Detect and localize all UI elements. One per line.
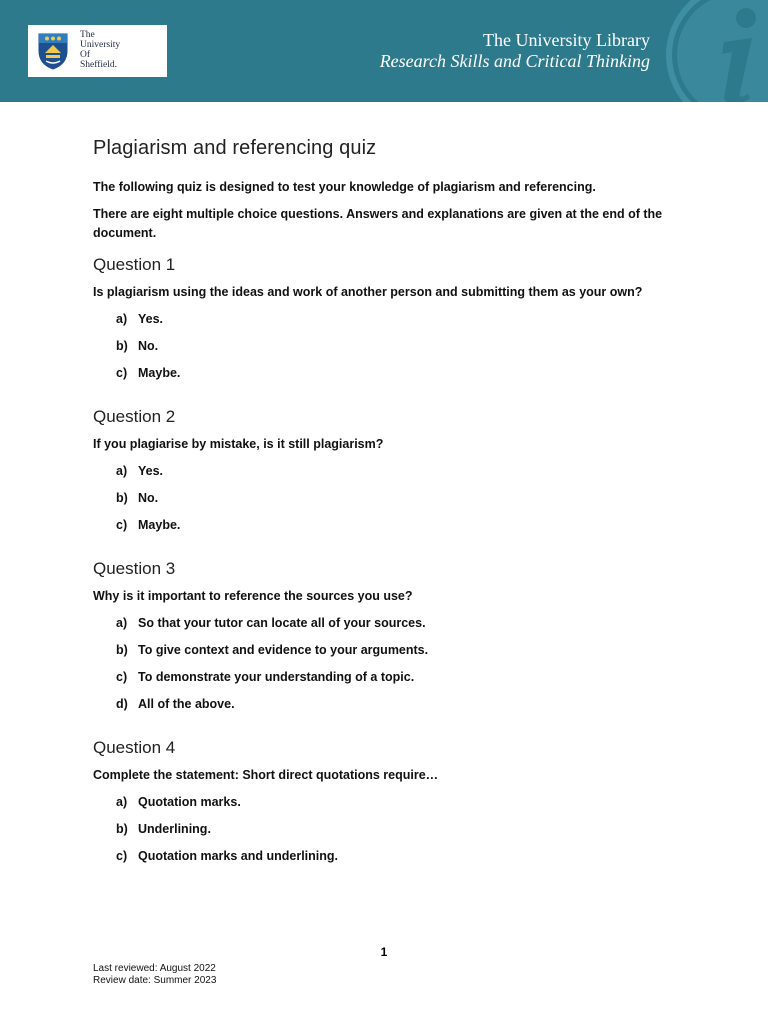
option-letter: b) — [116, 491, 128, 505]
info-icon — [664, 0, 768, 102]
logo-line: University — [80, 40, 121, 50]
header-title: The University Library — [483, 30, 650, 50]
option-letter: b) — [116, 339, 128, 353]
question-text: Is plagiarism using the ideas and work of another person and submitting them as your own? — [93, 285, 643, 299]
crest-icon — [36, 31, 70, 71]
answer-option — [93, 614, 683, 641]
option-letter: a) — [116, 616, 128, 630]
answer-option — [93, 793, 683, 820]
question-heading: Question 4 — [93, 738, 176, 757]
page-header — [0, 0, 768, 102]
answer-option — [93, 641, 683, 668]
last-reviewed-text: Last reviewed: August 2022 — [93, 963, 216, 974]
option-letter: c) — [116, 518, 128, 532]
option-letter: c) — [116, 670, 128, 684]
option-text: Underlining. — [138, 822, 211, 836]
logo-wordmark — [80, 30, 120, 70]
logo-line: Of — [80, 50, 91, 60]
option-text: To give context and evidence to your arguments. — [138, 643, 429, 657]
answer-option — [93, 489, 683, 516]
university-logo — [28, 25, 167, 77]
option-letter: c) — [116, 366, 128, 380]
answer-option — [93, 695, 683, 722]
header-subtitle: Research Skills and Critical Thinking — [379, 51, 650, 71]
answer-option — [93, 820, 683, 847]
option-letter: b) — [116, 643, 128, 657]
option-text: No. — [138, 339, 159, 353]
page-footer — [93, 963, 216, 987]
logo-line: Sheffield. — [80, 60, 118, 70]
answer-option — [93, 364, 683, 391]
answer-options — [93, 462, 683, 543]
option-letter: a) — [116, 795, 128, 809]
question-heading: Question 1 — [93, 255, 176, 274]
option-text: Maybe. — [138, 366, 181, 380]
option-text: Yes. — [138, 464, 164, 478]
option-letter: c) — [116, 849, 128, 863]
option-letter: b) — [116, 822, 128, 836]
answer-options — [93, 310, 683, 391]
question-heading: Question 2 — [93, 407, 176, 426]
option-text: All of the above. — [138, 697, 235, 711]
page-number: 1 — [380, 945, 388, 959]
option-text: Quotation marks. — [138, 795, 241, 809]
answer-options — [93, 793, 683, 874]
logo-line: The — [80, 30, 95, 40]
option-text: No. — [138, 491, 159, 505]
option-letter: a) — [116, 312, 128, 326]
option-letter: d) — [116, 697, 128, 711]
document-body — [93, 134, 683, 874]
review-date-text: Review date: Summer 2023 — [93, 975, 217, 986]
answer-option — [93, 516, 683, 543]
page-title: Plagiarism and referencing quiz — [93, 137, 377, 159]
answer-options — [93, 614, 683, 722]
option-letter: a) — [116, 464, 128, 478]
option-text: Quotation marks and underlining. — [138, 849, 339, 863]
answer-option — [93, 462, 683, 489]
answer-option — [93, 668, 683, 695]
answer-option — [93, 847, 683, 874]
question-text: Complete the statement: Short direct quotations require… — [93, 768, 439, 782]
answer-option — [93, 310, 683, 337]
option-text: To demonstrate your understanding of a topic. — [138, 670, 415, 684]
question-text: Why is it important to reference the sources you use? — [93, 589, 413, 603]
question-text: If you plagiarise by mistake, is it still plagiarism? — [93, 437, 384, 451]
intro-paragraph: There are eight multiple choice questions. Answers and explanations are given at the end of the document. — [93, 207, 663, 240]
intro-paragraph: The following quiz is designed to test your knowledge of plagiarism and referencing. — [93, 180, 596, 194]
option-text: So that your tutor can locate all of your sources. — [138, 616, 426, 630]
question-heading: Question 3 — [93, 559, 176, 578]
answer-option — [93, 337, 683, 364]
option-text: Maybe. — [138, 518, 181, 532]
option-text: Yes. — [138, 312, 164, 326]
